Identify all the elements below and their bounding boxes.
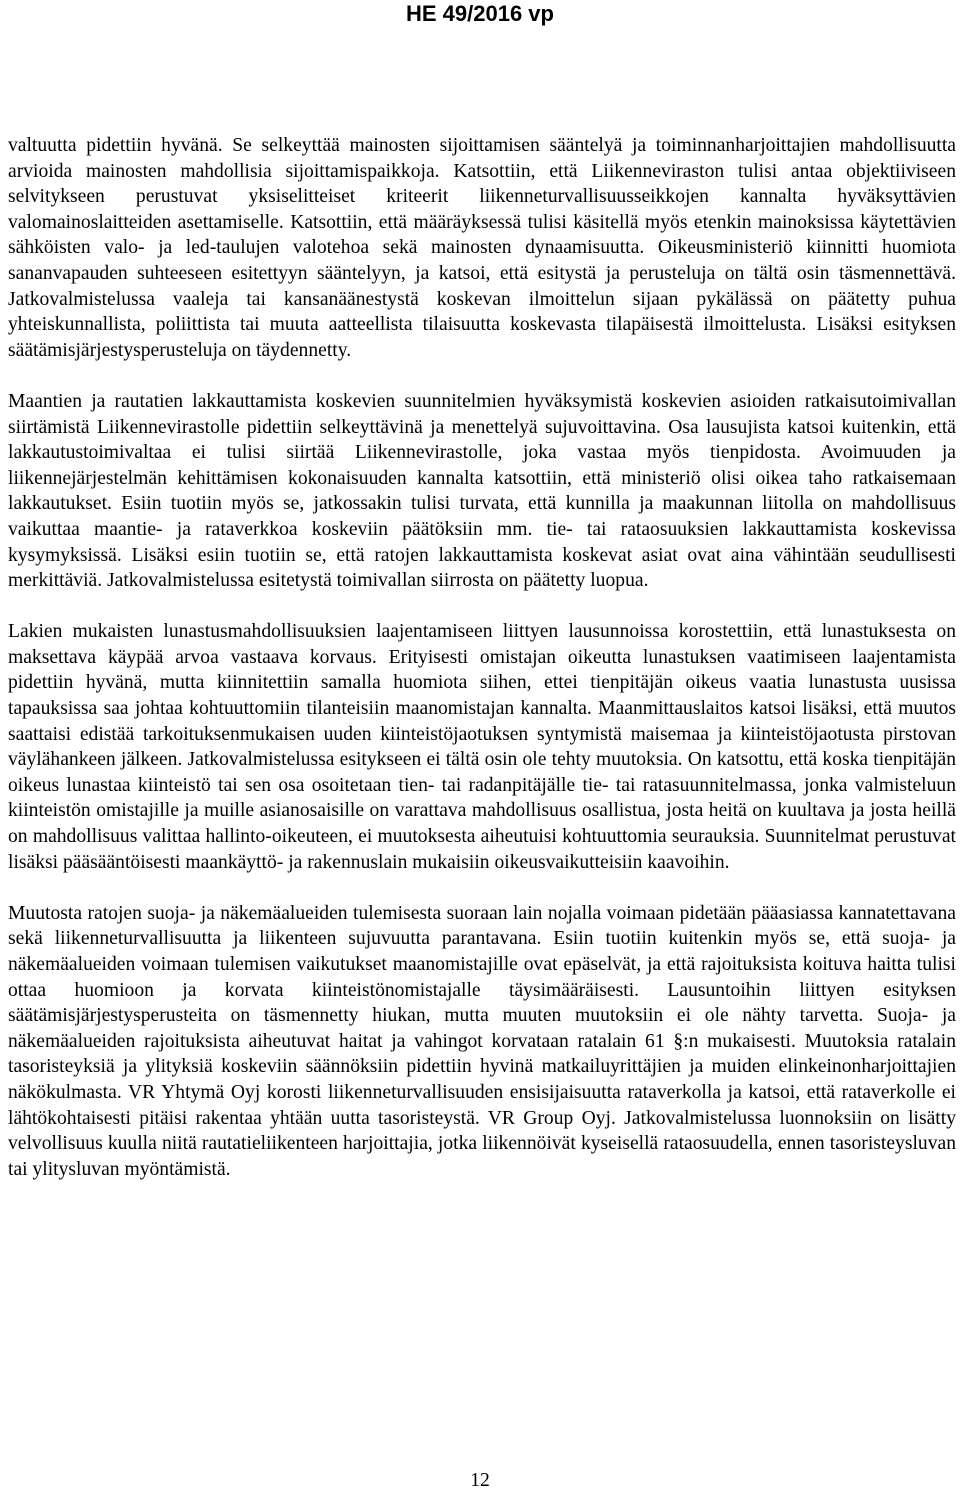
page-number-text: 12: [470, 1470, 490, 1491]
document-body: [8, 133, 956, 1182]
paragraph-protection-areas: Muutosta ratojen suoja- ja näkemäalueiden tulemisesta suoraan lain nojalla voimaan pidetään pääasiassa kannatettavana sekä liikenneturvallisuutta ja liikenteen sujuvuutta parantavana. Esiin tuotiin kuitenkin myös se, että suoja- ja näkemäalueiden voimaan tulemisen vaikutukset maanomistajille ovat epäselvät, ja että rajoituksista koituva haitta tulisi ottaa huomioon ja korvata kiinteistönomistajalle täysimääräisesti. Lausuntoihin liittyen esityksen säätämisjärjestysperusteita on täsmennetty hiukan, mutta muuten muutoksiin ei ole nähty tarvetta. Suoja- ja näkemäalueiden rajoituksista aiheutuvat haitat ja vahingot korvataan ratalain 61 §:n mukaisesti. Muutoksia ratalain tasoristeyksiä ja ylityksiä koskeviin säännöksiin pidettiin hyvinä matkailuyrittäjien ja muiden elinkeinonharjoittajien näkökulmasta. VR Yhtymä Oyj korosti liikenneturvallisuuden ensisijaisuutta rataverkolla ja katsoi, että rataverkolle ei lähtökohtaisesti pitäisi rakentaa yhtään uutta tasoristeystä. VR Group Oyj. Jatkovalmistelussa luonnoksiin on lisätty velvollisuus kuulla niitä rautatieliikenteen harjoittajia, jotka liikennöivät kyseisellä rataosuudella, ennen tasoristeysluvan tai ylitysluvan myöntämistä.: [8, 902, 956, 1180]
paragraph-road-railway-closure: Maantien ja rautatien lakkauttamista koskevien suunnitelmien hyväksymistä koskevien asioiden ratkaisutoimivallan siirtämistä Liikennevirastolle pidettiin selkeyttävinä ja menettelyä sujuvoittavina. Osa lausujista katsoi kuitenkin, että lakkautustoimivaltaa ei tulisi siirtää Liikennevirastolle, joka vastaa myös tienpidosta. Avoimuuden ja liikennejärjestelmän kehittämisen kokonaisuuden kannalta katsottiin, että ministeriö olisi oikea taho ratkaisemaan lakkautukset. Esiin tuotiin myös se, jatkossakin tulisi turvata, että kunnilla ja maakunnan liitolla on mahdollisuus vaikuttaa maantie- ja rataverkkoa koskeviin päätöksiin mm. tie- tai rataosuuksien lakkauttamista koskevissa kysymyksissä. Lisäksi esiin tuotiin se, että ratojen lakkauttamista koskevat asiat ovat aina vähintään seudullisesti merkittäviä. Jatkovalmistelussa esitetystä toimivallan siirrosta on päätetty luopua.: [8, 390, 956, 592]
document-id: HE 49/2016 vp: [406, 1, 554, 26]
document-header: [0, 0, 960, 27]
paragraph-advertising: valtuutta pidettiin hyvänä. Se selkeyttää mainosten sijoittamisen sääntelyä ja toiminnanharjoittajien mahdollisuutta arvioida mainosten mahdollisia sijoittamispaikkoja. Katsottiin, että Liikenneviraston tulisi antaa objektiiviseen selvitykseen perustuvat yksiselitteiset kriteerit liikenneturvallisuusseikkojen kannalta hyväksyttävien valomainoslaitteiden asettamiselle. Katsottiin, että määräyksessä tulisi käsitellä myös etenkin mainoksissa käytettävien sähköisten valo- ja led-taulujen valotehoa sekä mainosten dynaamisuutta. Oikeusministeriö kiinnitti huomiota sananvapauden suhteeseen esitettyyn sääntelyyn, ja katsoi, että esitystä ja perusteluja on tältä osin täsmennettävä. Jatkovalmistelussa vaaleja tai kansanäänestystä koskevan ilmoittelun sijaan pykälässä on päätetty puhua yhteiskunnallista, poliittista tai muuta aatteellista tilaisuutta koskevasta tilapäisestä ilmoittelusta. Lisäksi esityksen säätämisjärjestysperusteluja on täydennetty.: [8, 135, 956, 361]
paragraph-expropriation: Lakien mukaisten lunastusmahdollisuuksien laajentamiseen liittyen lausunnoissa korostettiin, että lunastuksesta on maksettava käypää arvoa vastaava korvaus. Erityisesti omistajan oikeutta lunastuksen vaatimiseen laajentamista pidettiin hyvänä, mutta kiinnitettiin samalla huomiota siihen, ettei tienpitäjän oikeus vaatia lunastusta uusissa tapauksissa saa johtaa kohtuuttomiin tilanteisiin maanomistajan kannalta. Maanmittauslaitos katsoi lisäksi, että muutos saattaisi edistää tarkoituksenmukaisen uuden kiinteistöjaotuksen syntymistä maisemaa ja kiinteistöjaotusta pirstovan väylähankeen jälkeen. Jatkovalmistelussa esitykseen ei tältä osin ole tehty muutoksia. On katsottu, että koska tienpitäjän oikeus lunastaa kiinteistö tai sen osa osoitetaan tien- tai radanpitäjälle tie- tai ratasuunnitelmassa, jonka valmisteluun kiinteistön omistajille ja muille asianosaisille on varattava mahdollisuus osallistua, josta heitä on kuultava ja josta heillä on mahdollisuus valittaa hallinto-oikeuteen, ei muutoksesta aiheutuisi kohtuuttomia seurauksia. Suunnitelmat perustuvat lisäksi pääsääntöisesti maankäyttö- ja rakennuslain mukaisiin oikeusvaikutteisiin kaavoihin.: [8, 621, 956, 873]
page-number: [0, 1470, 960, 1492]
